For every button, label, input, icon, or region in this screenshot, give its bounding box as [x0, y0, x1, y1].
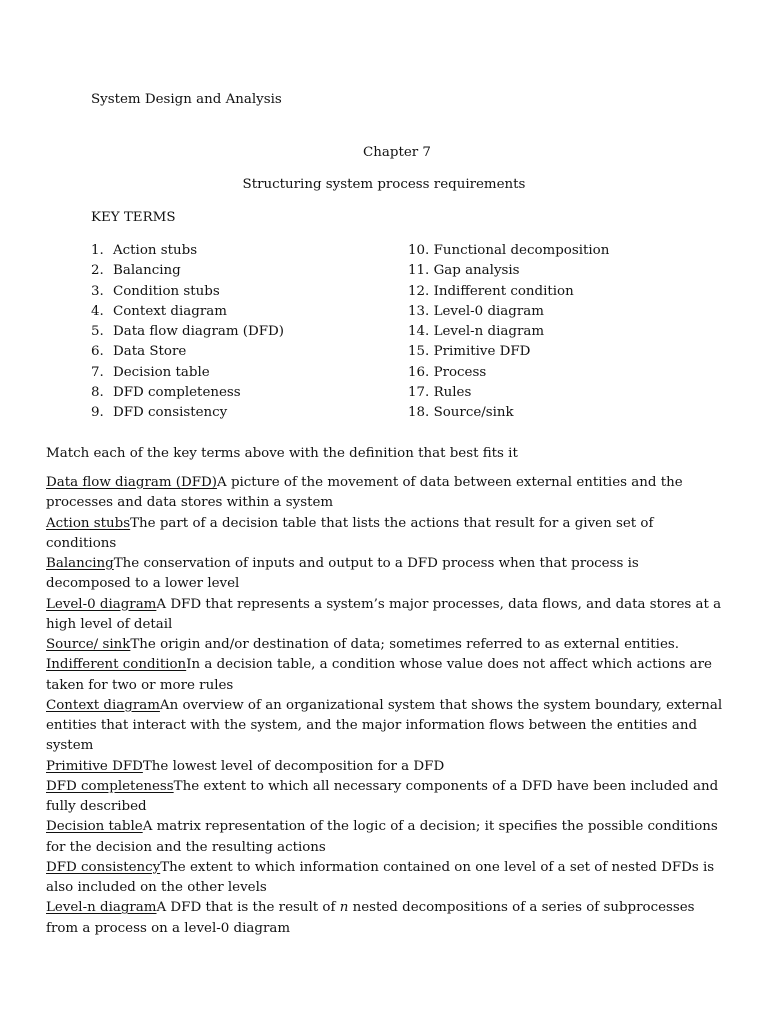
key-terms-list-right	[408, 241, 609, 424]
key-term-number: 4.	[91, 303, 104, 319]
definition-entry	[46, 898, 726, 939]
key-term-item	[91, 261, 284, 281]
key-term-number: 8.	[91, 385, 104, 401]
definition-entry	[46, 817, 726, 858]
key-term-item	[91, 342, 284, 362]
chapter-heading-text: Chapter 7	[363, 145, 431, 160]
definition-text: A DFD that represents a system’s major processes, data flows, and data stores at a high level of detail	[46, 596, 722, 632]
definition-term: Balancing	[46, 556, 114, 571]
definition-text: nested decompositions of a series of subprocesses from a process on a level-0 diagram	[46, 900, 695, 936]
definition-term: Source/ sink	[46, 637, 131, 652]
key-term-number: 18.	[408, 405, 430, 421]
definition-term: Primitive DFD	[46, 758, 143, 774]
definition-text: The origin and/or destination of data; sometimes referred to as external entities.	[130, 637, 679, 652]
definition-entry	[46, 554, 726, 595]
key-term-text: Context diagram	[113, 303, 227, 319]
key-term-text: Level-n diagram	[433, 324, 545, 340]
definition-text: The extent to which all necessary components of a DFD have been included and fully described	[46, 778, 719, 814]
key-term-text: Balancing	[113, 263, 181, 279]
key-term-number: 7.	[91, 364, 104, 380]
key-term-text: DFD consistency	[113, 405, 228, 421]
key-terms-heading: KEY TERMS	[91, 210, 176, 225]
chapter-title	[0, 175, 768, 195]
key-term-item	[91, 282, 284, 302]
course-title: System Design and Analysis	[91, 92, 282, 107]
definition-entry	[46, 757, 726, 777]
key-term-number: 5.	[91, 324, 104, 340]
key-term-item	[408, 363, 609, 383]
key-terms-list-left	[91, 241, 284, 424]
key-term-item	[91, 363, 284, 383]
definition-term: Indifferent condition	[46, 657, 187, 673]
key-term-number: 2.	[91, 263, 104, 279]
definition-term: DFD consistency	[46, 859, 161, 875]
key-term-item	[408, 282, 609, 302]
definition-entry	[46, 858, 726, 899]
key-term-text: Level-0 diagram	[433, 303, 544, 319]
key-term-item	[408, 342, 609, 362]
definition-text: A matrix representation of the logic of a decision; it specifies the possible conditions for the decision and the resulting actions	[46, 819, 718, 855]
key-term-item	[408, 383, 609, 403]
key-term-number: 6.	[91, 344, 104, 360]
key-term-text: Functional decomposition	[433, 243, 610, 258]
key-term-item	[91, 403, 284, 423]
definition-text: A DFD that is the result of	[156, 900, 340, 916]
definition-term: Decision table	[46, 819, 143, 835]
definition-italic-text: n	[339, 900, 349, 916]
key-term-text: Action stubs	[113, 243, 198, 258]
key-term-text: Rules	[433, 385, 472, 401]
key-term-number: 17.	[408, 385, 430, 401]
key-term-text: Gap analysis	[433, 263, 520, 279]
key-term-item	[91, 322, 284, 342]
definition-entry	[46, 635, 726, 655]
key-term-text: Condition stubs	[113, 283, 220, 299]
definition-term: Action stubs	[46, 515, 131, 531]
definition-entry	[46, 696, 726, 757]
key-term-number: 13.	[408, 303, 430, 319]
key-term-item	[91, 302, 284, 322]
definition-text: The part of a decision table that lists the actions that result for a given set of conditions	[46, 515, 654, 551]
key-term-number: 12.	[408, 283, 430, 299]
definition-text: The extent to which information contained on one level of a set of nested DFDs is also included on the other levels	[46, 859, 715, 895]
key-term-item	[91, 383, 284, 403]
definition-entry	[46, 655, 726, 696]
definition-term: Context diagram	[46, 697, 160, 713]
definition-entry	[46, 595, 726, 636]
key-term-number: 14.	[408, 324, 430, 340]
definition-text: In a decision table, a condition whose value does not affect which actions are taken for two or more rules	[46, 657, 712, 693]
key-term-text: Data flow diagram (DFD)	[113, 324, 285, 340]
definition-term: Level-n diagram	[46, 900, 157, 916]
definition-text: A picture of the movement of data between external entities and the processes and data stores within a system	[46, 475, 683, 511]
key-term-item	[91, 241, 284, 261]
definition-term: DFD completeness	[46, 778, 174, 794]
key-term-text: Decision table	[113, 364, 210, 380]
definition-entry	[46, 473, 726, 514]
key-term-number: 1.	[91, 243, 104, 258]
key-term-item	[408, 302, 609, 322]
definition-entry	[46, 777, 726, 818]
definition-entry	[46, 514, 726, 555]
key-term-number: 10.	[408, 243, 430, 258]
key-term-text: DFD completeness	[113, 385, 241, 401]
definition-term: Level-0 diagram	[46, 596, 157, 612]
definition-text: An overview of an organizational system that shows the system boundary, external entities that interact with the system, and the major information flows between the entities and system	[46, 697, 723, 754]
key-term-item	[408, 322, 609, 342]
definition-term: Data flow diagram (DFD)	[46, 475, 218, 490]
key-term-item	[408, 261, 609, 281]
match-instruction: Match each of the key terms above with the definition that best fits it	[46, 446, 518, 461]
key-term-item	[408, 241, 609, 261]
definitions-list	[46, 473, 726, 939]
key-term-number: 16.	[408, 364, 430, 380]
key-term-text: Source/sink	[433, 405, 514, 421]
definition-text: The conservation of inputs and output to a DFD process when that process is decomposed to a lower level	[46, 556, 639, 592]
key-term-text: Indifferent condition	[433, 283, 574, 299]
chapter-heading	[0, 143, 768, 163]
definition-text: The lowest level of decomposition for a DFD	[142, 758, 445, 774]
key-term-text: Data Store	[113, 344, 187, 360]
key-term-text: Process	[433, 364, 487, 380]
key-term-number: 9.	[91, 405, 104, 421]
key-term-item	[408, 403, 609, 423]
key-term-text: Primitive DFD	[433, 344, 531, 360]
key-term-number: 11.	[408, 263, 430, 279]
key-term-number: 3.	[91, 283, 104, 299]
key-term-number: 15.	[408, 344, 430, 360]
chapter-title-text: Structuring system process requirements	[242, 177, 526, 192]
